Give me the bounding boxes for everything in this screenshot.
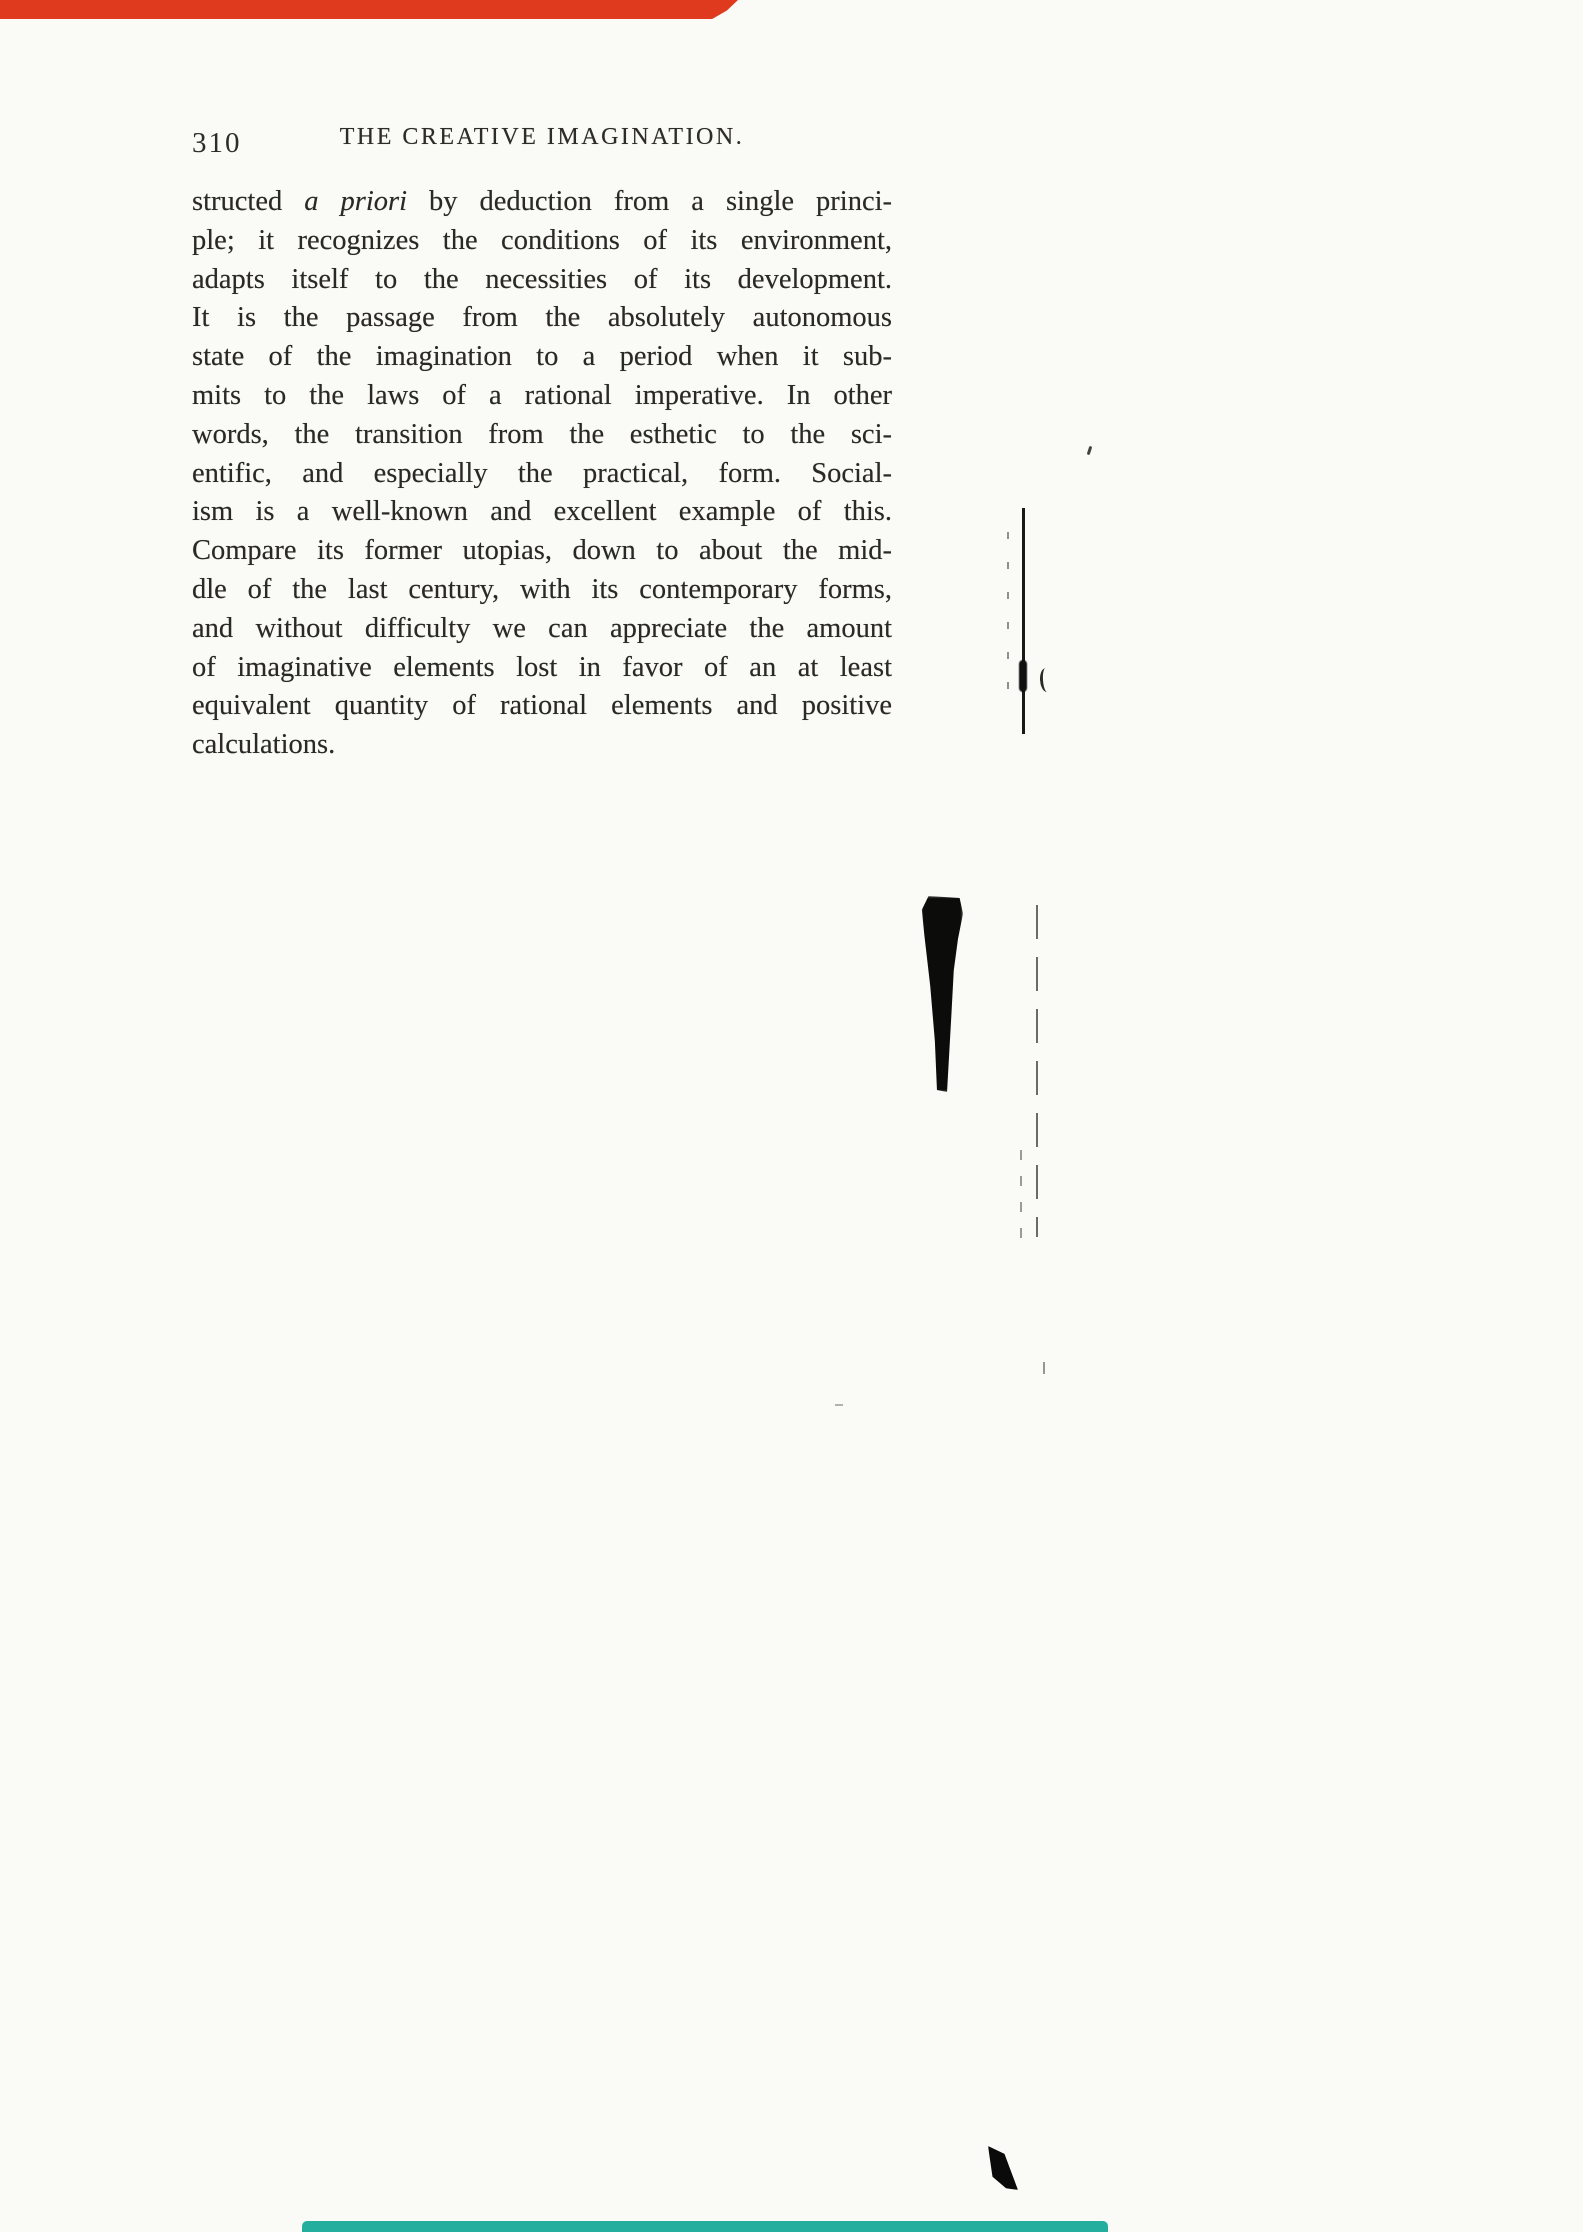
text-line: words, the transition from the esthetic to the sci- [192, 418, 892, 450]
text-line: equivalent quantity of rational elements and positive [192, 690, 892, 722]
page-number: 310 [192, 127, 242, 159]
body-text [192, 183, 892, 765]
scan-artifact-corner-mark [988, 2146, 1018, 2190]
scan-artifact-top-red-bar [0, 0, 738, 19]
text-line: of imaginative elements lost in favor of an at least [192, 651, 892, 683]
text-segment: by deduction from a single princi- [407, 186, 893, 217]
text-line: ism is a well-known and excellent example of this. [192, 496, 892, 528]
text-segment-italic: a priori [304, 186, 408, 217]
text-line: dle of the last century, with its contemporary forms, [192, 573, 892, 605]
text-segment: structed [192, 186, 305, 217]
text-line: entific, and especially the practical, form. Social- [192, 457, 892, 489]
scan-artifact-bottom-teal-bar [302, 2221, 1108, 2232]
scan-artifact-paren-mark [1039, 668, 1055, 693]
text-line: state of the imagination to a period when it sub- [192, 341, 892, 373]
scan-artifact-ink-blot [1019, 660, 1027, 692]
text-line: adapts itself to the necessities of its development. [192, 263, 892, 295]
text-line: ple; it recognizes the conditions of its environment, [192, 224, 892, 256]
text-line: calculations. [192, 729, 336, 761]
text-line: It is the passage from the absolutely autonomous [192, 302, 892, 334]
text-line: mits to the laws of a rational imperative. In other [192, 379, 892, 411]
page-header [192, 124, 892, 164]
scan-artifact-vertical-line [1022, 508, 1025, 734]
scan-artifact-broken-line [1036, 905, 1038, 1237]
running-title: THE CREATIVE IMAGINATION. [339, 124, 745, 150]
scan-artifact-speck [1043, 1362, 1045, 1374]
scan-artifact-ink-smudge [921, 896, 963, 1092]
text-line [192, 183, 892, 222]
scan-artifact-broken-line-2 [1020, 1150, 1022, 1240]
scan-artifact-speck [1087, 446, 1093, 455]
scan-artifact-speck [835, 1404, 843, 1406]
text-line: and without difficulty we can appreciate the amount [192, 612, 892, 644]
text-line: Compare its former utopias, down to about the mid- [192, 535, 892, 567]
scan-artifact-tick-marks [1007, 532, 1009, 712]
